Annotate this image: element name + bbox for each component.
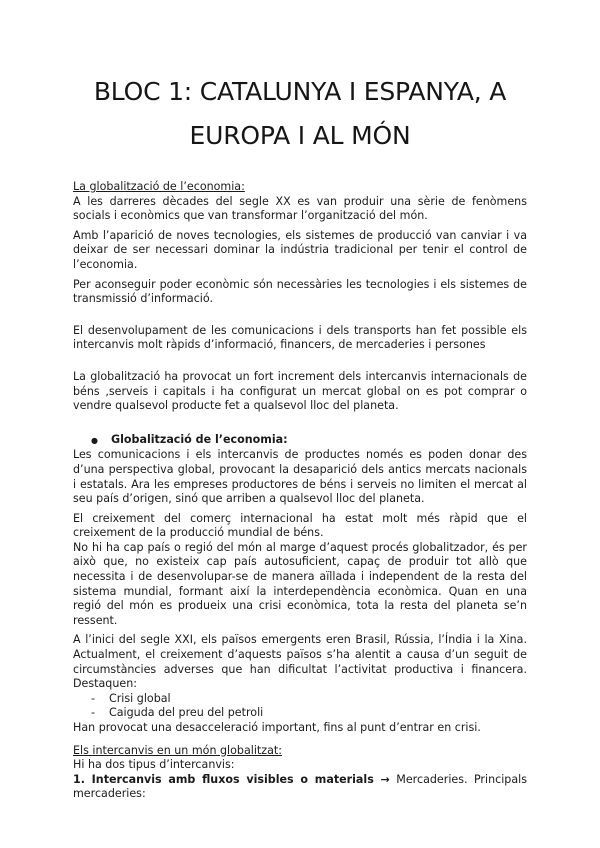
paragraph: A les darreres dècades del segle XX es van produir una sèrie de fenòmens socials i econòmics que van transformar l’organització del món. [73, 194, 527, 223]
bullet-icon: ● [91, 435, 98, 445]
bullet-heading: Globalització de l’economia: [111, 432, 288, 446]
paragraph: Han provocat una desacceleració important, fins al punt d’entrar en crisi. [73, 721, 481, 734]
title-line-1: BLOC 1: CATALUNYA I ESPANYA, A [93, 77, 507, 106]
list-item-text: Caiguda del preu del petroli [109, 706, 264, 720]
paragraph: Per aconseguir poder econòmic són necessàries les tecnologies i els sistemes de transmissió d’informació. [73, 277, 527, 306]
page-title [73, 0, 527, 158]
list-item [91, 692, 527, 707]
section-heading-intercanvis: Els intercanvis en un món globalitzat: [73, 743, 282, 757]
document-body [73, 180, 527, 802]
paragraph: El creixement del comerç internacional ha estat molt més ràpid que el creixement de la producció mundial de béns. [73, 511, 527, 540]
paragraph: Hi ha dos tipus d’intercanvis: [73, 758, 235, 772]
paragraph: A l’inici del segle XXI, els països emergents eren Brasil, Rússia, l’Índia i la Xina. Actualment, el creixement d’aquests països s’ha alentit a causa d’un seguit de circumstàncies adverses que han dificultat l’activitat productiva i financera. Destaquen: [73, 633, 527, 691]
dash-marker: - [91, 706, 96, 720]
paragraph: El desenvolupament de les comunicacions i dels transports han fet possible els intercanvis molt ràpids d’informació, financers, de mercaderies i persones [73, 323, 527, 352]
paragraph: La globalització ha provocat un fort increment dels intercanvis internacionals de béns ,serveis i capitals i ha configurat un mercat global on es pot comprar o vendre qualsevol producte fet a qualsevol lloc del planeta. [73, 369, 527, 413]
numbered-item-text: Mercaderies. Principals mercaderies: [73, 772, 527, 801]
paragraph: Amb l’aparició de noves tecnologies, els sistemes de producció van canviar i va deixar de ser necessari dominar la indústria tradicional per tenir el control de l’economia. [73, 228, 527, 271]
numbered-item [73, 773, 527, 802]
numbered-item-title: 1. Intercanvis amb fluxos visibles o materials → [73, 772, 390, 786]
section-heading-globalitzacio: La globalització de l’economia: [73, 180, 245, 193]
list-item-text: Crisi global [109, 691, 171, 705]
paragraph: Les comunicacions i els intercanvis de productes només es poden donar des d’una perspectiva global, provocant la desaparició dels antics mercats nacionals i estatals. Ara les empreses productores de béns i serveis no limiten el mercat al seu país d’origen, sinó que arriben a qualsevol lloc del planeta. [73, 448, 527, 506]
title-line-2: EUROPA I AL MÓN [189, 121, 411, 150]
list-item [91, 706, 527, 721]
dash-marker: - [91, 691, 96, 705]
bullet-item [91, 433, 527, 449]
paragraph: No hi ha cap país o regió del món al marge d’aquest procés globalitzador, és per això que, no existeix cap país autosuficient, capaç de produir tot allò que necessita i de desenvolupar-se de manera aïllada i independent de la resta del sistema mundial, formant així la interdependència econòmica. Quan en una regió del món es produeix una crisi econòmica, tota la resta del planeta se’n ressent. [73, 540, 527, 627]
